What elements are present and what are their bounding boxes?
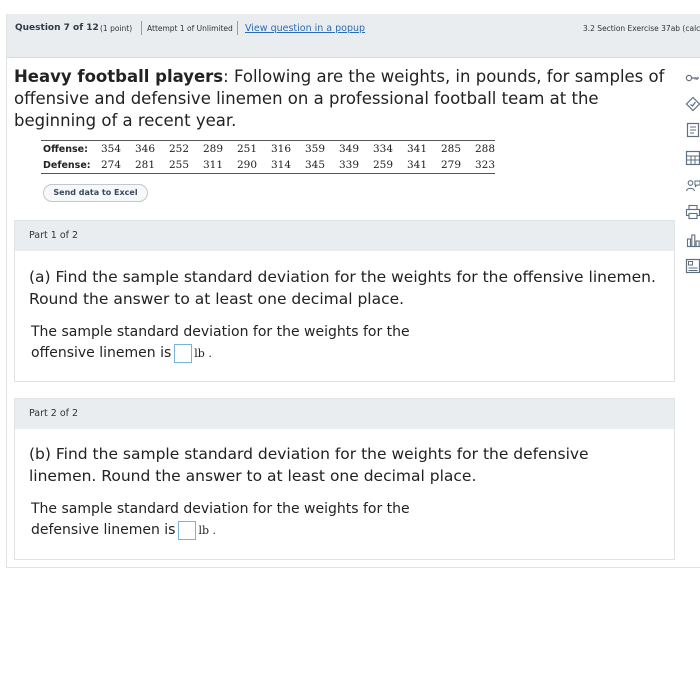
data-cell: 279: [440, 159, 461, 171]
part-2-answer-line1: The sample standard deviation for the weights for the: [31, 501, 410, 517]
part-1-header: Part 1 of 2: [15, 221, 674, 251]
part-2-answer-line2: defensive linemen is: [31, 522, 176, 538]
data-cell: 288: [474, 143, 495, 155]
data-cell: 314: [270, 159, 291, 171]
data-row-label: Defense:: [43, 159, 91, 171]
part-2-period: .: [209, 524, 217, 537]
data-row-defense: [41, 157, 495, 174]
part-1-answer-line1: The sample standard deviation for the weights for the: [31, 324, 410, 340]
part-2-prompt: (b) Find the sample standard deviation for the weights for the defensive linemen. Round the answer to at least one decimal place.: [29, 445, 589, 485]
part-1-unit: lb: [194, 347, 205, 360]
diamond-tag-icon[interactable]: [685, 96, 700, 112]
data-cell: 274: [100, 159, 121, 171]
question-text: [14, 66, 679, 132]
data-cell: 349: [338, 143, 359, 155]
part-2-answer-input[interactable]: [178, 521, 196, 540]
question-header-bar: [7, 14, 700, 58]
data-cell: 311: [202, 159, 223, 171]
data-cell: 316: [270, 143, 291, 155]
part-1-answer-input[interactable]: [174, 344, 192, 363]
part-2-unit: lb: [198, 524, 210, 537]
bar-chart-icon[interactable]: [685, 232, 700, 248]
data-cell: 354: [100, 143, 121, 155]
data-cell: 359: [304, 143, 325, 155]
data-cell: 346: [134, 143, 155, 155]
attempt-label: Attempt 1 of Unlimited: [147, 24, 233, 33]
data-cell: 341: [406, 159, 427, 171]
question-points: (1 point): [100, 24, 133, 33]
send-to-excel-button[interactable]: Send data to Excel: [43, 184, 148, 202]
data-cell: 252: [168, 143, 189, 155]
calculator-grid-icon[interactable]: [685, 150, 700, 166]
data-cell: 255: [168, 159, 189, 171]
part-2-answer: [31, 499, 471, 541]
question-body: Following are the weights, in pounds, for samples of offensive and defensive linemen on a professional football team at the beginning of a recent year.: [14, 67, 665, 130]
part-1-answer-line2: offensive linemen is: [31, 345, 172, 361]
part-1-prompt: (a) Find the sample standard deviation for the weights for the offensive linemen. Round the answer to at least one decimal place.: [29, 268, 656, 308]
data-cell: 281: [134, 159, 155, 171]
data-cell: 341: [406, 143, 427, 155]
question-title: Heavy football players: [14, 67, 224, 86]
header-separator: [237, 21, 238, 35]
data-cell: 339: [338, 159, 359, 171]
people-chat-icon[interactable]: [685, 178, 700, 194]
part-2-header: Part 2 of 2: [15, 399, 674, 429]
question-number: Question 7 of 12: [15, 23, 99, 33]
section-label: 3.2 Section Exercise 37ab (calc: [583, 24, 700, 33]
printer-icon[interactable]: [685, 204, 700, 220]
data-cell: 259: [372, 159, 393, 171]
header-separator: [141, 21, 142, 35]
weights-data-table: [41, 140, 495, 174]
data-cell: 345: [304, 159, 325, 171]
part-1-answer: [31, 322, 471, 364]
data-cell: 289: [202, 143, 223, 155]
part-1-period: .: [204, 347, 212, 360]
question-page: [6, 14, 700, 568]
data-cell: 334: [372, 143, 393, 155]
data-cell: 323: [474, 159, 495, 171]
data-row-label: Offense:: [43, 143, 88, 155]
part-2-card: [14, 398, 675, 560]
question-title-colon: :: [223, 67, 229, 86]
document-list-icon[interactable]: [685, 122, 700, 138]
view-popup-link[interactable]: View question in a popup: [245, 23, 366, 34]
data-cell: 290: [236, 159, 257, 171]
data-cell: 285: [440, 143, 461, 155]
spreadsheet-icon[interactable]: [685, 258, 700, 274]
data-row-offense: [41, 141, 495, 158]
key-icon[interactable]: [685, 70, 700, 86]
part-1-card: [14, 220, 675, 382]
data-cell: 251: [236, 143, 257, 155]
